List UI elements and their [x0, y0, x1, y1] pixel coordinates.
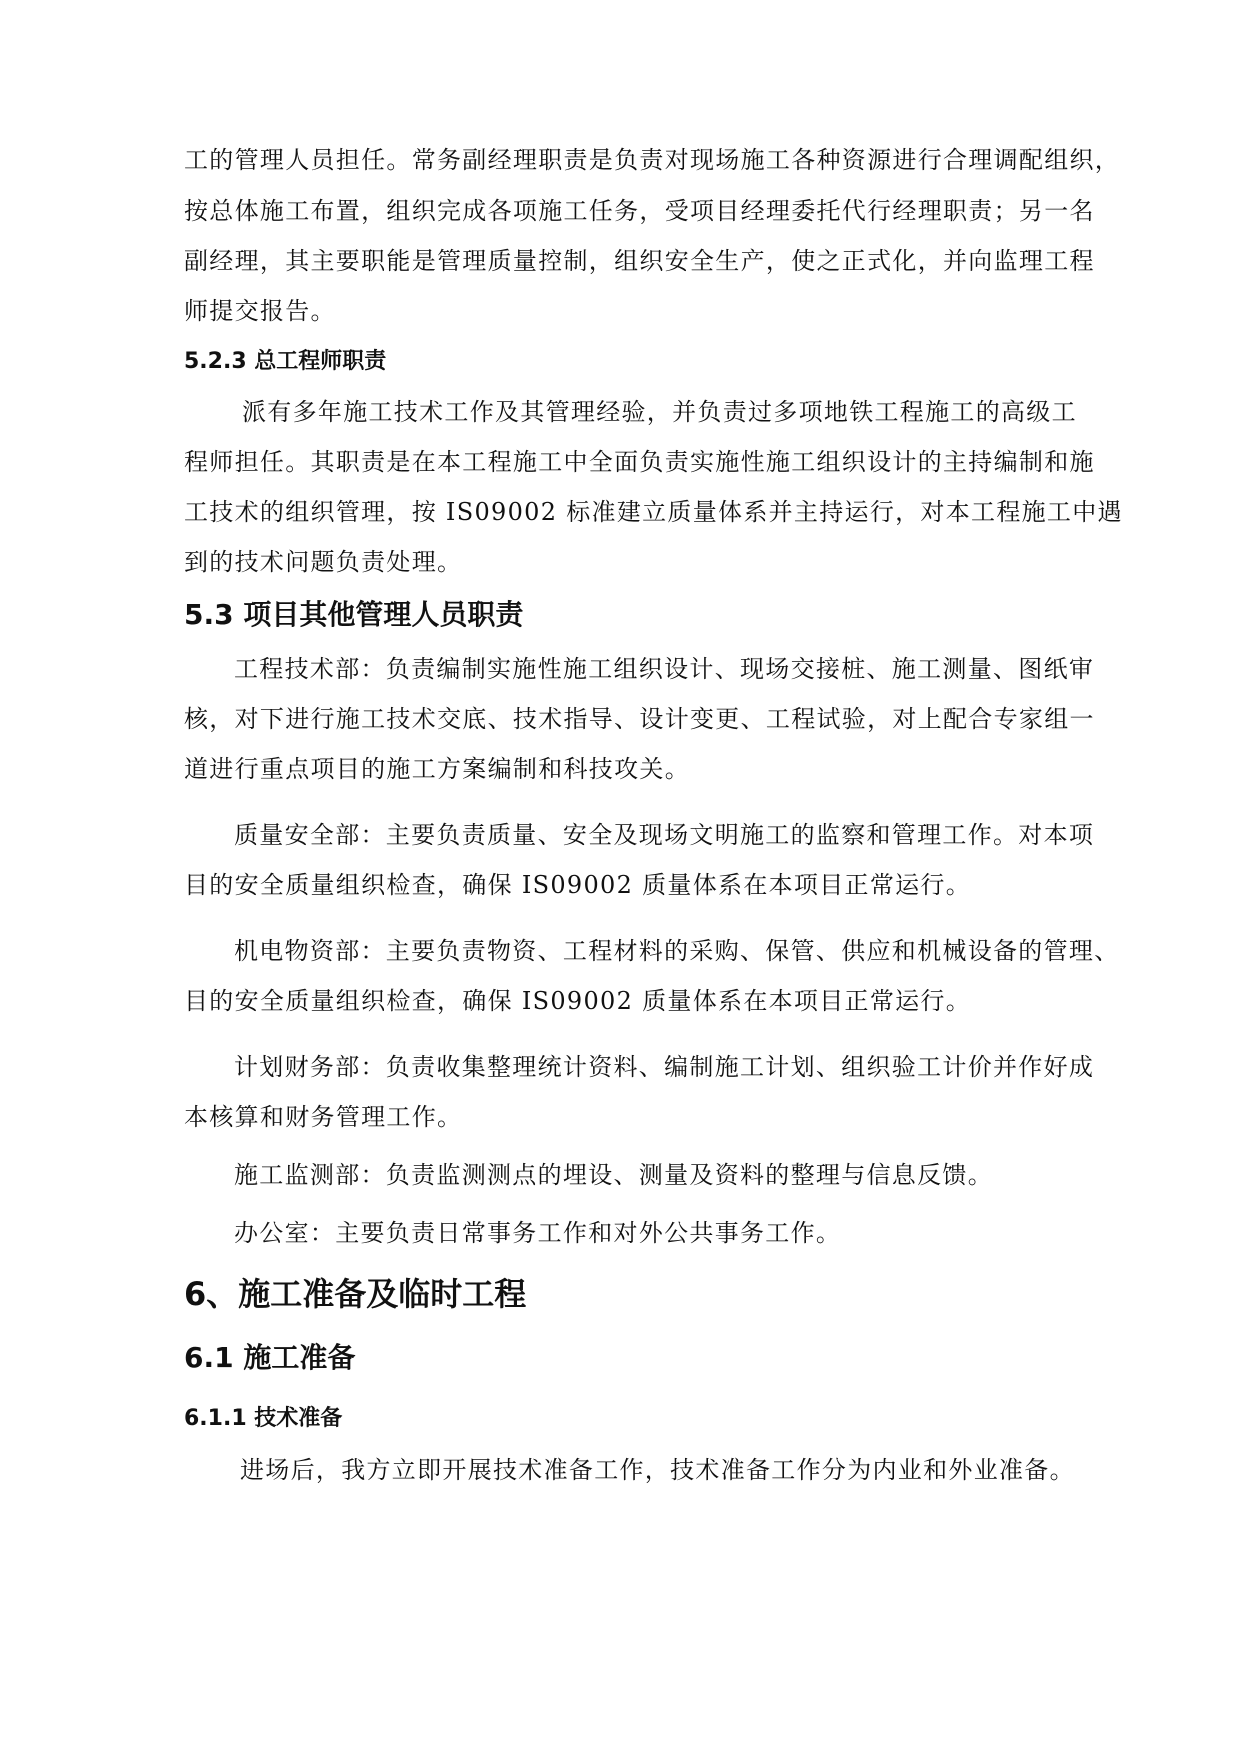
body-line: 工技术的组织管理，按 IS09002 标准建立质量体系并主持运行，对本工程施工中遇 [184, 498, 1123, 526]
section-heading-6-1: 6.1 施工准备 [184, 1341, 356, 1374]
body-line: 施工监测部：负责监测测点的埋设、测量及资料的整理与信息反馈。 [234, 1161, 993, 1189]
body-line: 核，对下进行施工技术交底、技术指导、设计变更、工程试验，对上配合专家组一 [184, 705, 1095, 733]
body-line: 目的安全质量组织检查，确保 IS09002 质量体系在本项目正常运行。 [184, 987, 972, 1015]
body-line: 目的安全质量组织检查，确保 IS09002 质量体系在本项目正常运行。 [184, 871, 972, 899]
body-line: 本核算和财务管理工作。 [184, 1103, 463, 1131]
body-line: 办公室：主要负责日常事务工作和对外公共事务工作。 [234, 1219, 842, 1247]
section-heading-6-1-1: 6.1.1 技术准备 [184, 1406, 343, 1431]
body-line: 派有多年施工技术工作及其管理经验，并负责过多项地铁工程施工的高级工 [242, 398, 1077, 426]
body-line: 工程技术部：负责编制实施性施工组织设计、现场交接桩、施工测量、图纸审 [234, 655, 1095, 683]
body-line: 按总体施工布置，组织完成各项施工任务，受项目经理委托代行经理职责；另一名 [184, 197, 1095, 225]
section-heading-5-2-3: 5.2.3 总工程师职责 [184, 349, 387, 374]
body-line: 师提交报告。 [184, 297, 336, 325]
body-line: 到的技术问题负责处理。 [184, 548, 463, 576]
body-line: 道进行重点项目的施工方案编制和科技攻关。 [184, 755, 690, 783]
body-line: 质量安全部：主要负责质量、安全及现场文明施工的监察和管理工作。对本项 [234, 821, 1095, 849]
chapter-heading-6: 6、施工准备及临时工程 [184, 1275, 527, 1313]
body-line: 机电物资部：主要负责物资、工程材料的采购、保管、供应和机械设备的管理、 [234, 937, 1120, 965]
body-line: 工的管理人员担任。常务副经理职责是负责对现场施工各种资源进行合理调配组织， [184, 146, 1121, 174]
body-line: 进场后，我方立即开展技术准备工作，技术准备工作分为内业和外业准备。 [240, 1456, 1075, 1484]
body-line: 计划财务部：负责收集整理统计资料、编制施工计划、组织验工计价并作好成 [234, 1053, 1095, 1081]
section-heading-5-3: 5.3 项目其他管理人员职责 [184, 598, 524, 631]
body-line: 程师担任。其职责是在本工程施工中全面负责实施性施工组织设计的主持编制和施 [184, 448, 1095, 476]
body-line: 副经理，其主要职能是管理质量控制，组织安全生产，使之正式化，并向监理工程 [184, 247, 1095, 275]
